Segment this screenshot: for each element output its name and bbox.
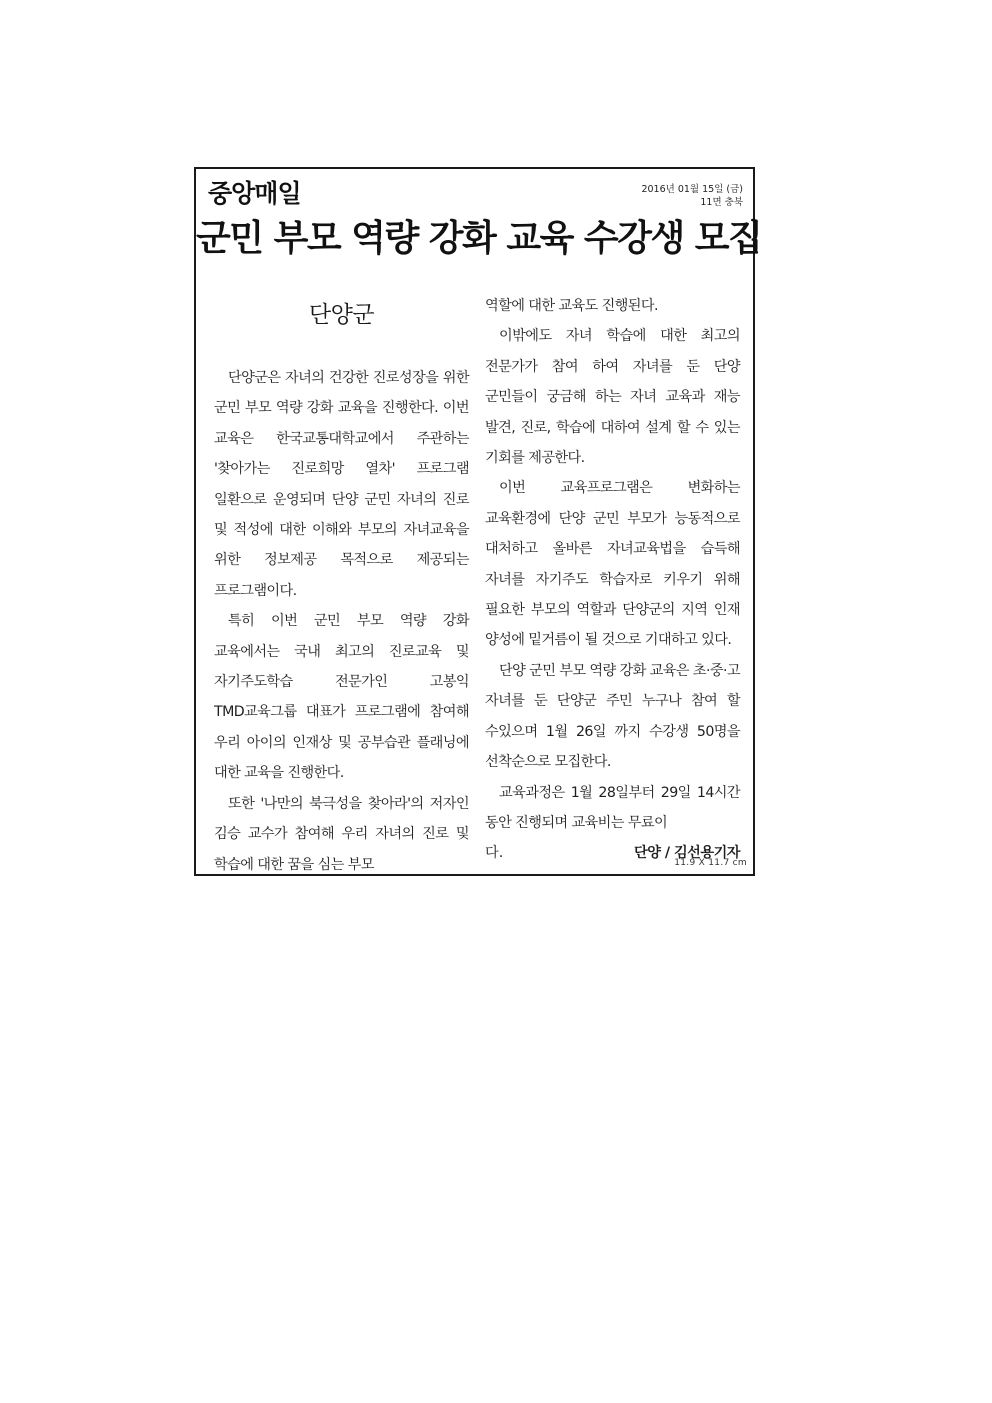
newspaper-masthead: 중앙매일	[208, 179, 301, 208]
publication-meta	[641, 183, 743, 209]
article-paragraph: 또한 '나만의 북극성을 찾아라'의 저자인 김승 교수가 참여해 우리 자녀의 진로 및 학습에 대한 꿈을 심는 부모	[214, 795, 469, 873]
page-section: 11면 충북	[700, 197, 743, 208]
clipping-size-note: 11.9 X 11.7 cm	[674, 858, 747, 868]
article-subhead: 단양군	[308, 302, 375, 328]
article-paragraph: 역할에 대한 교육도 진행된다.	[485, 298, 658, 314]
article-paragraph: 단양 군민 부모 역량 강화 교육은 초·중·고 자녀를 둔 단양군 주민 누구나 참여 할 수있으며 1월 26일 까지 수강생 50명을 선착순으로 모집한다.	[485, 662, 740, 771]
article-column-left	[214, 287, 469, 880]
article-paragraph: 교육과정은 1월 28일부터 29일 14시간 동안 진행되며 교육비는 무료이	[485, 784, 740, 831]
article-paragraph: 단양군은 자녀의 건강한 진로성장을 위한 군민 부모 역량 강화 교육을 진행한다. 이번 교육은 한국교통대학교에서 주관하는 '찾아가는 진로희망 열차' 프로그램 일환으로 운영되며 단양 군민 자녀의 진로 및 적성에 대한 이해와 부모의 자녀교육을 위한 정보제공 목적으로 제공되는 프로그램이다.	[214, 370, 469, 599]
article-paragraph: 이밖에도 자녀 학습에 대한 최고의 전문가가 참여 하여 자녀를 둔 단양 군민들이 궁금해 하는 자녀 교육과 재능 발견, 진로, 학습에 대하여 설계 할 수 있는 기회를 제공한다.	[485, 328, 740, 467]
article-column-right	[485, 291, 740, 868]
article-last-fragment: 다.	[485, 845, 504, 862]
article-paragraph: 이번 교육프로그램은 변화하는 교육환경에 단양 군민 부모가 능동적으로 대처하고 올바른 자녀교육법을 습득해 자녀를 자기주도 학습자로 키우기 위해 필요한 부모의 역할과 단양군의 지역 인재 양성에 밑거름이 될 것으로 기대하고 있다.	[485, 480, 740, 649]
article-paragraph: 특히 이번 군민 부모 역량 강화 교육에서는 국내 최고의 진로교육 및 자기주도학습 전문가인 고봉익 TMD교육그룹 대표가 프로그램에 참여해 우리 아이의 인재상 및 공부습관 플래닝에 대한 교육을 진행한다.	[214, 613, 469, 782]
newspaper-clipping	[194, 167, 762, 876]
publication-date: 2016년 01월 15일 (금)	[641, 184, 743, 195]
article-byline: 단양 / 김선용기자	[634, 845, 740, 862]
article-headline: 군민 부모 역량 강화 교육 수강생 모집	[196, 218, 762, 259]
